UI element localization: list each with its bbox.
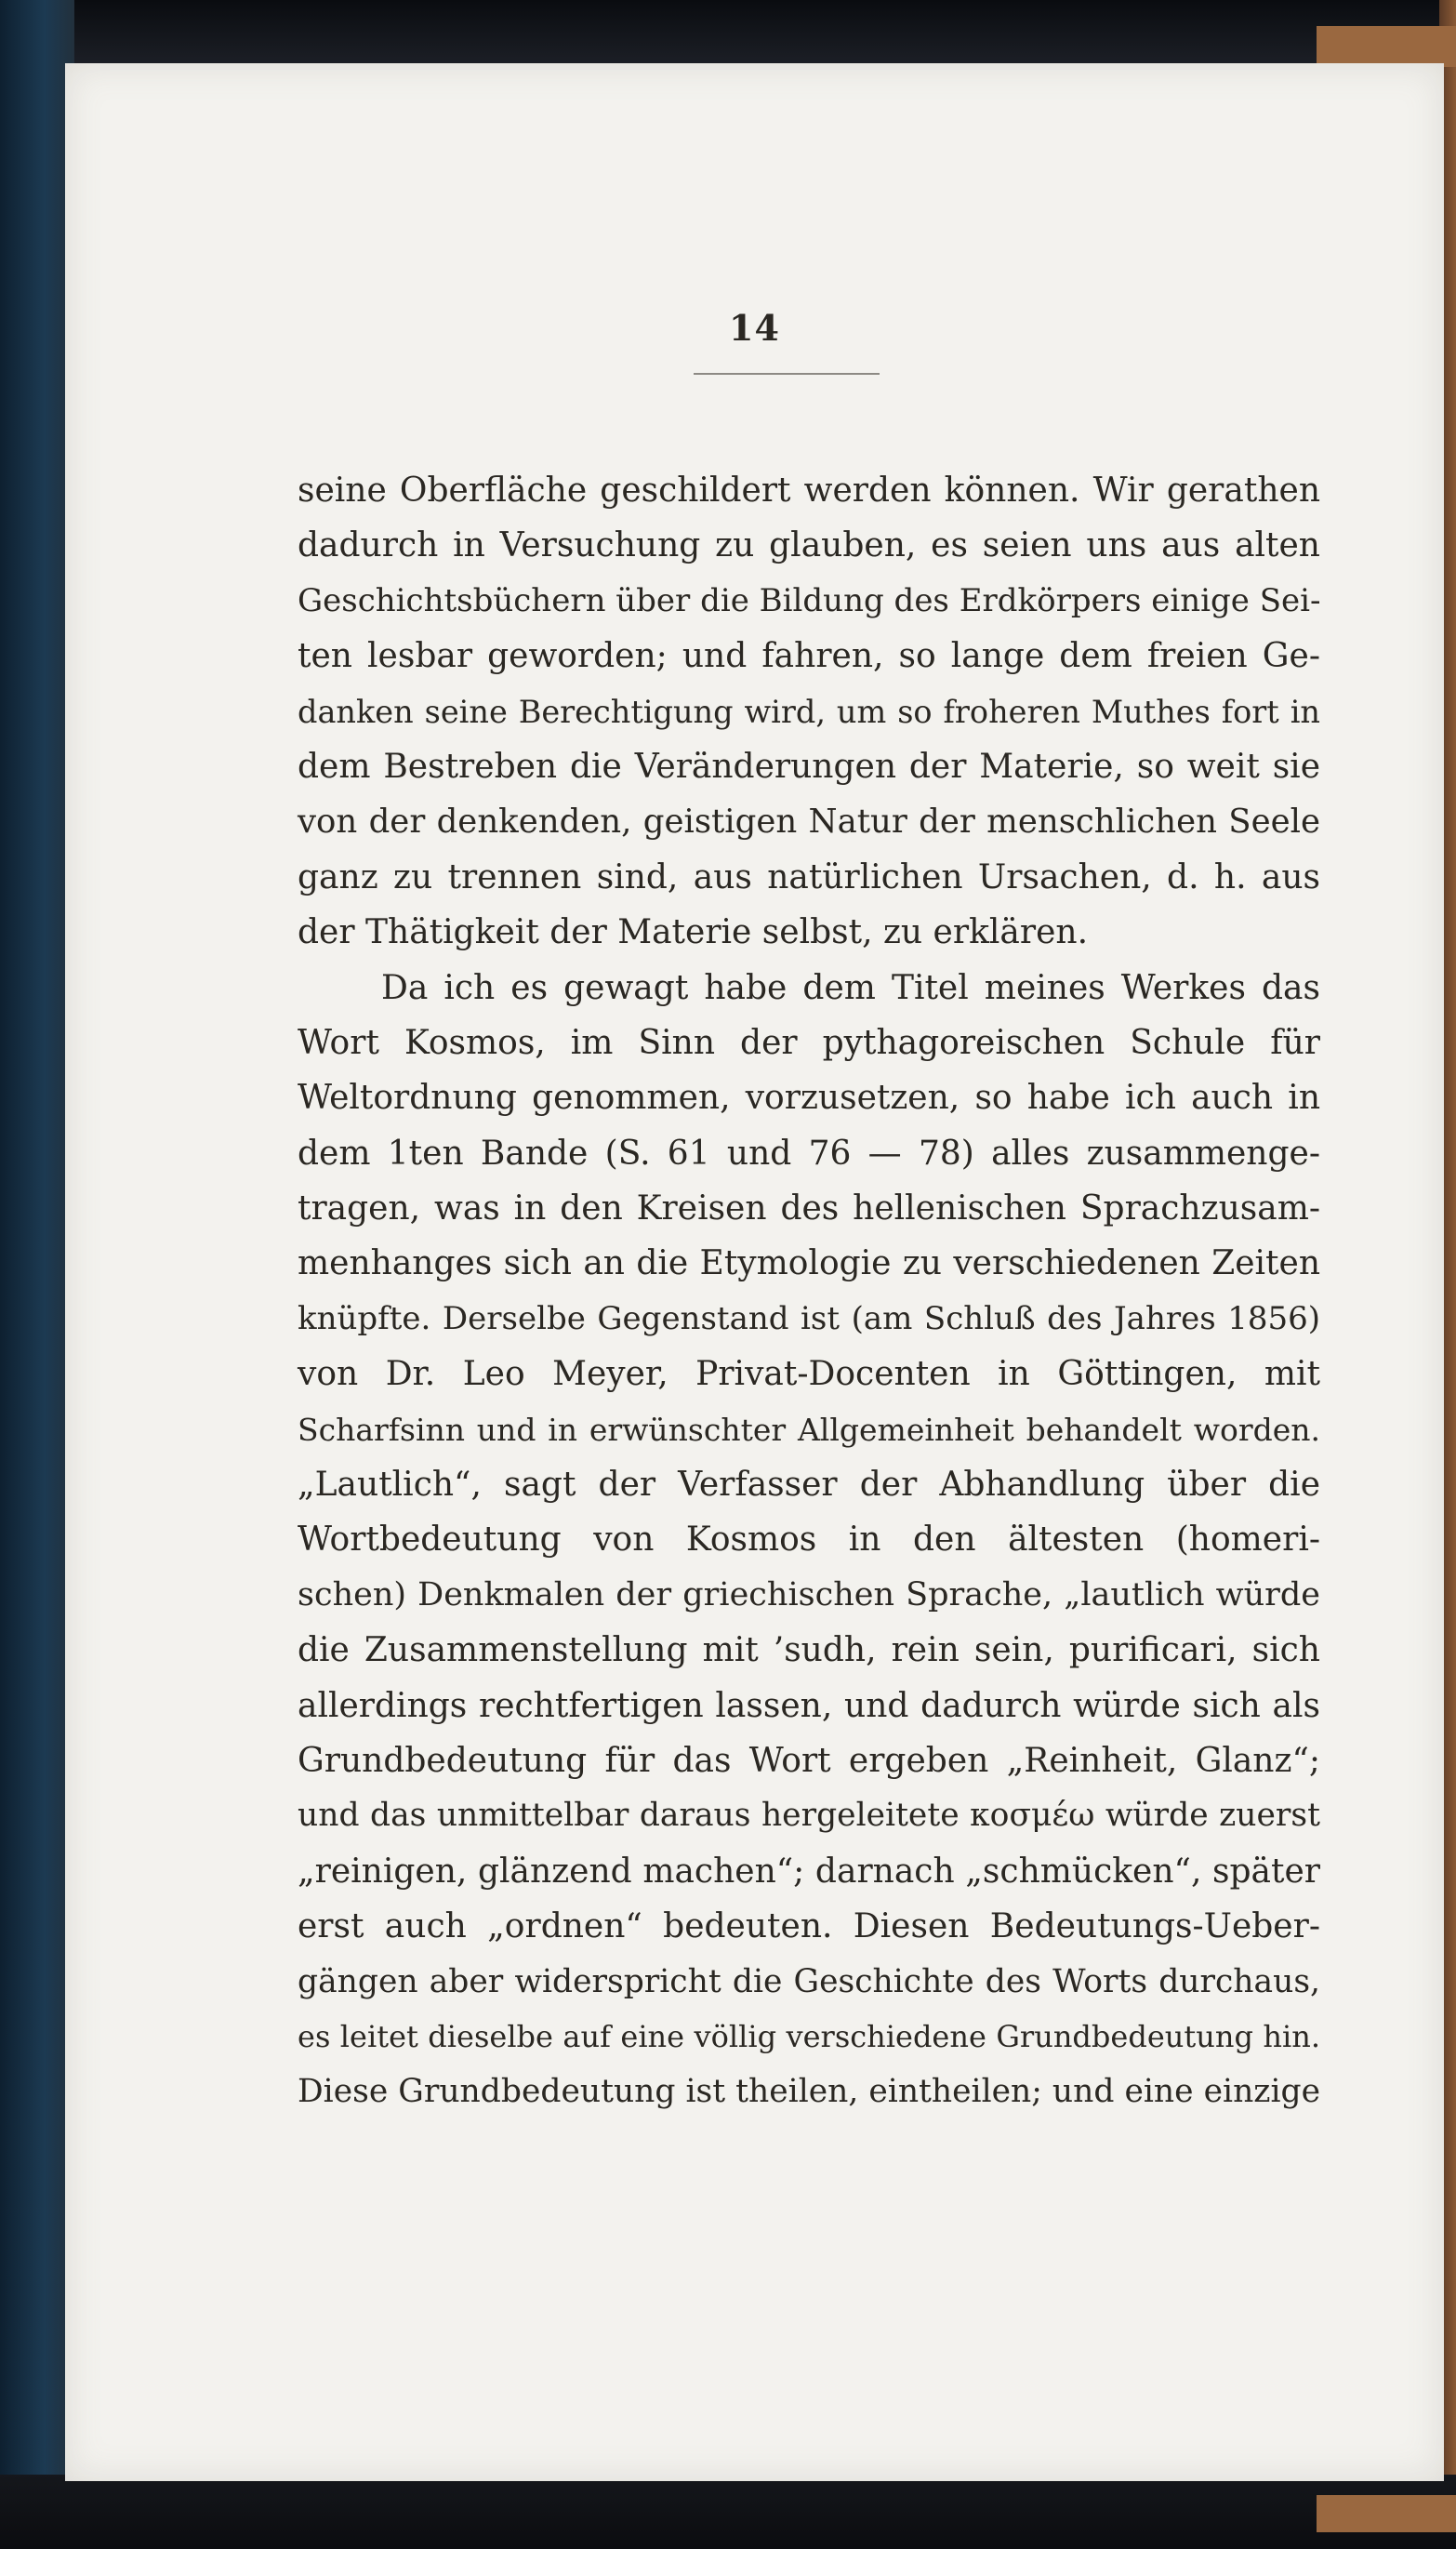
scan-border-top — [0, 0, 1456, 65]
text-line: dem Bestreben die Veränderungen der Materie, so weit sie — [298, 747, 1320, 786]
header-rule — [694, 373, 880, 375]
text-line: schen) Denkmalen der griechischen Sprache, „lautlich würde — [298, 1575, 1320, 1613]
book-edge-bottom — [1317, 2495, 1456, 2532]
text-line: tragen, was in den Kreisen des hellenischen Sprachzusam- — [298, 1189, 1320, 1228]
text-line: Wort Kosmos, im Sinn der pythagoreischen Schule für — [298, 1023, 1320, 1062]
text-line: die Zusammenstellung mit ’sudh, rein sein, purificari, sich — [298, 1631, 1320, 1670]
text-line: Diese Grundbedeutung ist theilen, eintheilen; und eine einzige — [298, 2073, 1320, 2111]
text-line: Weltordnung genommen, vorzusetzen, so habe ich auch in — [298, 1079, 1320, 1118]
text-line: von Dr. Leo Meyer, Privat-Docenten in Göttingen, mit — [298, 1355, 1320, 1394]
text-line: erst auch „ordnen“ bedeuten. Diesen Bedeutungs-Ueber- — [298, 1907, 1320, 1946]
text-line: Geschichtsbüchern über die Bildung des Erdkörpers einige Sei- — [298, 581, 1321, 619]
text-line: seine Oberfläche geschildert werden können. Wir gerathen — [298, 471, 1320, 510]
text-line: von der denkenden, geistigen Natur der menschlichen Seele — [298, 803, 1320, 842]
body-text — [298, 463, 1320, 2120]
text-line: dem 1ten Bande (S. 61 und 76 — 78) alles zusammenge- — [298, 1134, 1320, 1173]
paragraph-start-line: Da ich es gewagt habe dem Titel meines Werkes das — [381, 968, 1320, 1007]
text-line: knüpfte. Derselbe Gegenstand ist (am Schluß des Jahres 1856) — [298, 1299, 1320, 1337]
scan-border-bottom — [0, 2475, 1456, 2549]
text-line: Wortbedeutung von Kosmos in den ältesten (homeri- — [298, 1520, 1320, 1560]
text-line: der Thätigkeit der Materie selbst, zu erklären. — [298, 913, 1089, 952]
book-page — [65, 63, 1444, 2481]
page-number: 14 — [729, 307, 780, 349]
text-line: und das unmittelbar daraus hergeleitete κοσμέω würde zuerst — [298, 1797, 1320, 1835]
text-line: es leitet dieselbe auf eine völlig verschiedene Grundbedeutung hin. — [298, 2018, 1320, 2054]
scan-border-left — [0, 0, 74, 2549]
text-line: gängen aber widerspricht die Geschichte des Worts durchaus, — [298, 1962, 1320, 2000]
text-line: Grundbedeutung für das Wort ergeben „Reinheit, Glanz“; — [298, 1741, 1320, 1780]
text-line: menhanges sich an die Etymologie zu verschiedenen Zeiten — [298, 1244, 1320, 1283]
text-line: ganz zu trennen sind, aus natürlichen Ursachen, d. h. aus — [298, 857, 1320, 896]
text-line: allerdings rechtfertigen lassen, und dadurch würde sich als — [298, 1686, 1320, 1725]
text-line: dadurch in Versuchung zu glauben, es seien uns aus alten — [298, 526, 1320, 565]
text-line: danken seine Berechtigung wird, um so froheren Muthes fort in — [298, 693, 1320, 730]
text-line: „reinigen, glänzend machen“; darnach „schmücken“, später — [298, 1852, 1320, 1891]
text-line: ten lesbar geworden; und fahren, so lange dem freien Ge- — [298, 637, 1320, 676]
book-edge-top — [1317, 26, 1456, 67]
text-line: Scharfsinn und in erwünschter Allgemeinheit behandelt worden. — [298, 1411, 1320, 1448]
text-line: „Lautlich“, sagt der Verfasser der Abhandlung über die — [298, 1466, 1320, 1505]
